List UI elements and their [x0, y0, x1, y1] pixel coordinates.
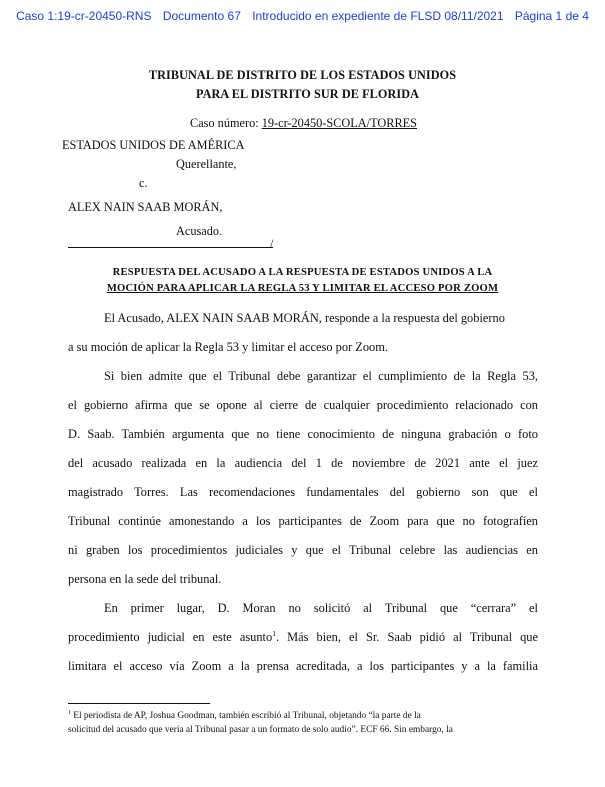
caption-versus: c. [139, 176, 148, 190]
body-p1-line-1: El Acusado, ALEX NAIN SAAB MORÁN, responde a la respuesta del gobierno [104, 311, 505, 325]
body-p3-line-2 [68, 630, 538, 645]
filing-header-stamp [0, 9, 605, 23]
case-number-label: Caso número: [190, 116, 262, 130]
body-p3-line-1: En primer lugar, D. Moran no solicitó al Tribunal que “cerrara” el [104, 601, 538, 615]
body-p3-line-2-part-b: . Más bien, el Sr. Saab pidió al Tribunal que [276, 630, 538, 644]
body-p2-line-6: Tribunal continúe amonestando a los participantes de Zoom para que no fotografíen [68, 514, 538, 528]
caption-slash: / [270, 237, 274, 251]
caption-defendant: ALEX NAIN SAAB MORÁN, [68, 200, 223, 214]
header-document-number: Documento 67 [162, 9, 241, 23]
body-p2-line-1: Si bien admite que el Tribunal debe garantizar el cumplimiento de la Regla 53, [104, 369, 538, 383]
header-page-number: Página 1 de 4 [514, 9, 589, 23]
case-number-value: 19-cr-20450-SCOLA/TORRES [261, 116, 418, 130]
caption-defendant-role: Acusado. [176, 224, 223, 238]
header-entered-date: Introducido en expediente de FLSD 08/11/2021 [252, 9, 504, 23]
footnote-number: 1 [68, 709, 71, 716]
document-title-line-2: MOCIÓN PARA APLICAR LA REGLA 53 Y LIMITAR EL ACCESO POR ZOOM [106, 283, 499, 294]
body-p1-line-2: a su moción de aplicar la Regla 53 y limitar el acceso por Zoom. [68, 340, 388, 354]
footnote-text-1: El periodista de AP, Joshua Goodman, también escribió al Tribunal, objetando “la parte de la [70, 711, 421, 721]
court-name-line-1: TRIBUNAL DE DISTRITO DE LOS ESTADOS UNIDOS [148, 68, 457, 82]
caption-plaintiff-role: Querellante, [176, 157, 237, 171]
footnote-reference: 1 [272, 628, 277, 638]
caption-signature-line [68, 247, 273, 248]
body-p2-line-3: D. Saab. También argumenta que no tiene conocimiento de ninguna grabación o foto [68, 427, 538, 441]
body-p3-line-3: limitara el acceso vía Zoom a la prensa acreditada, a los participantes y a la familia [68, 659, 538, 673]
case-number [190, 116, 417, 131]
body-p2-line-2: el gobierno afirma que se opone al cierre de cualquier procedimiento relacionado con [68, 398, 538, 412]
court-name-line-2: PARA EL DISTRITO SUR DE FLORIDA [195, 87, 420, 101]
body-p2-line-4: del acusado realizada en la audiencia del 1 de noviembre de 2021 ante el juez [68, 456, 538, 470]
body-p2-line-5: magistrado Torres. Las recomendaciones fundamentales del gobierno son que el [68, 485, 538, 499]
caption-plaintiff: ESTADOS UNIDOS DE AMÉRICA [62, 138, 245, 152]
header-case-number: Caso 1:19-cr-20450-RNS [16, 9, 152, 23]
body-p2-line-7: ni graben los procedimientos judiciales y que el Tribunal celebre las audiencias en [68, 543, 538, 557]
document-title-line-1: RESPUESTA DEL ACUSADO A LA RESPUESTA DE ESTADOS UNIDOS A LA [112, 267, 493, 278]
footnote-line-1 [68, 711, 538, 721]
footnote-line-2: solicitud del acusado que vería al Tribunal pasar a un formato de solo audio”. ECF 66. Sin embargo, la [68, 725, 453, 735]
footnote-separator [68, 703, 210, 704]
body-p3-line-2-part-a: procedimiento judicial en este asunto [68, 630, 273, 644]
body-p2-line-8: persona en la sede del tribunal. [68, 572, 222, 586]
